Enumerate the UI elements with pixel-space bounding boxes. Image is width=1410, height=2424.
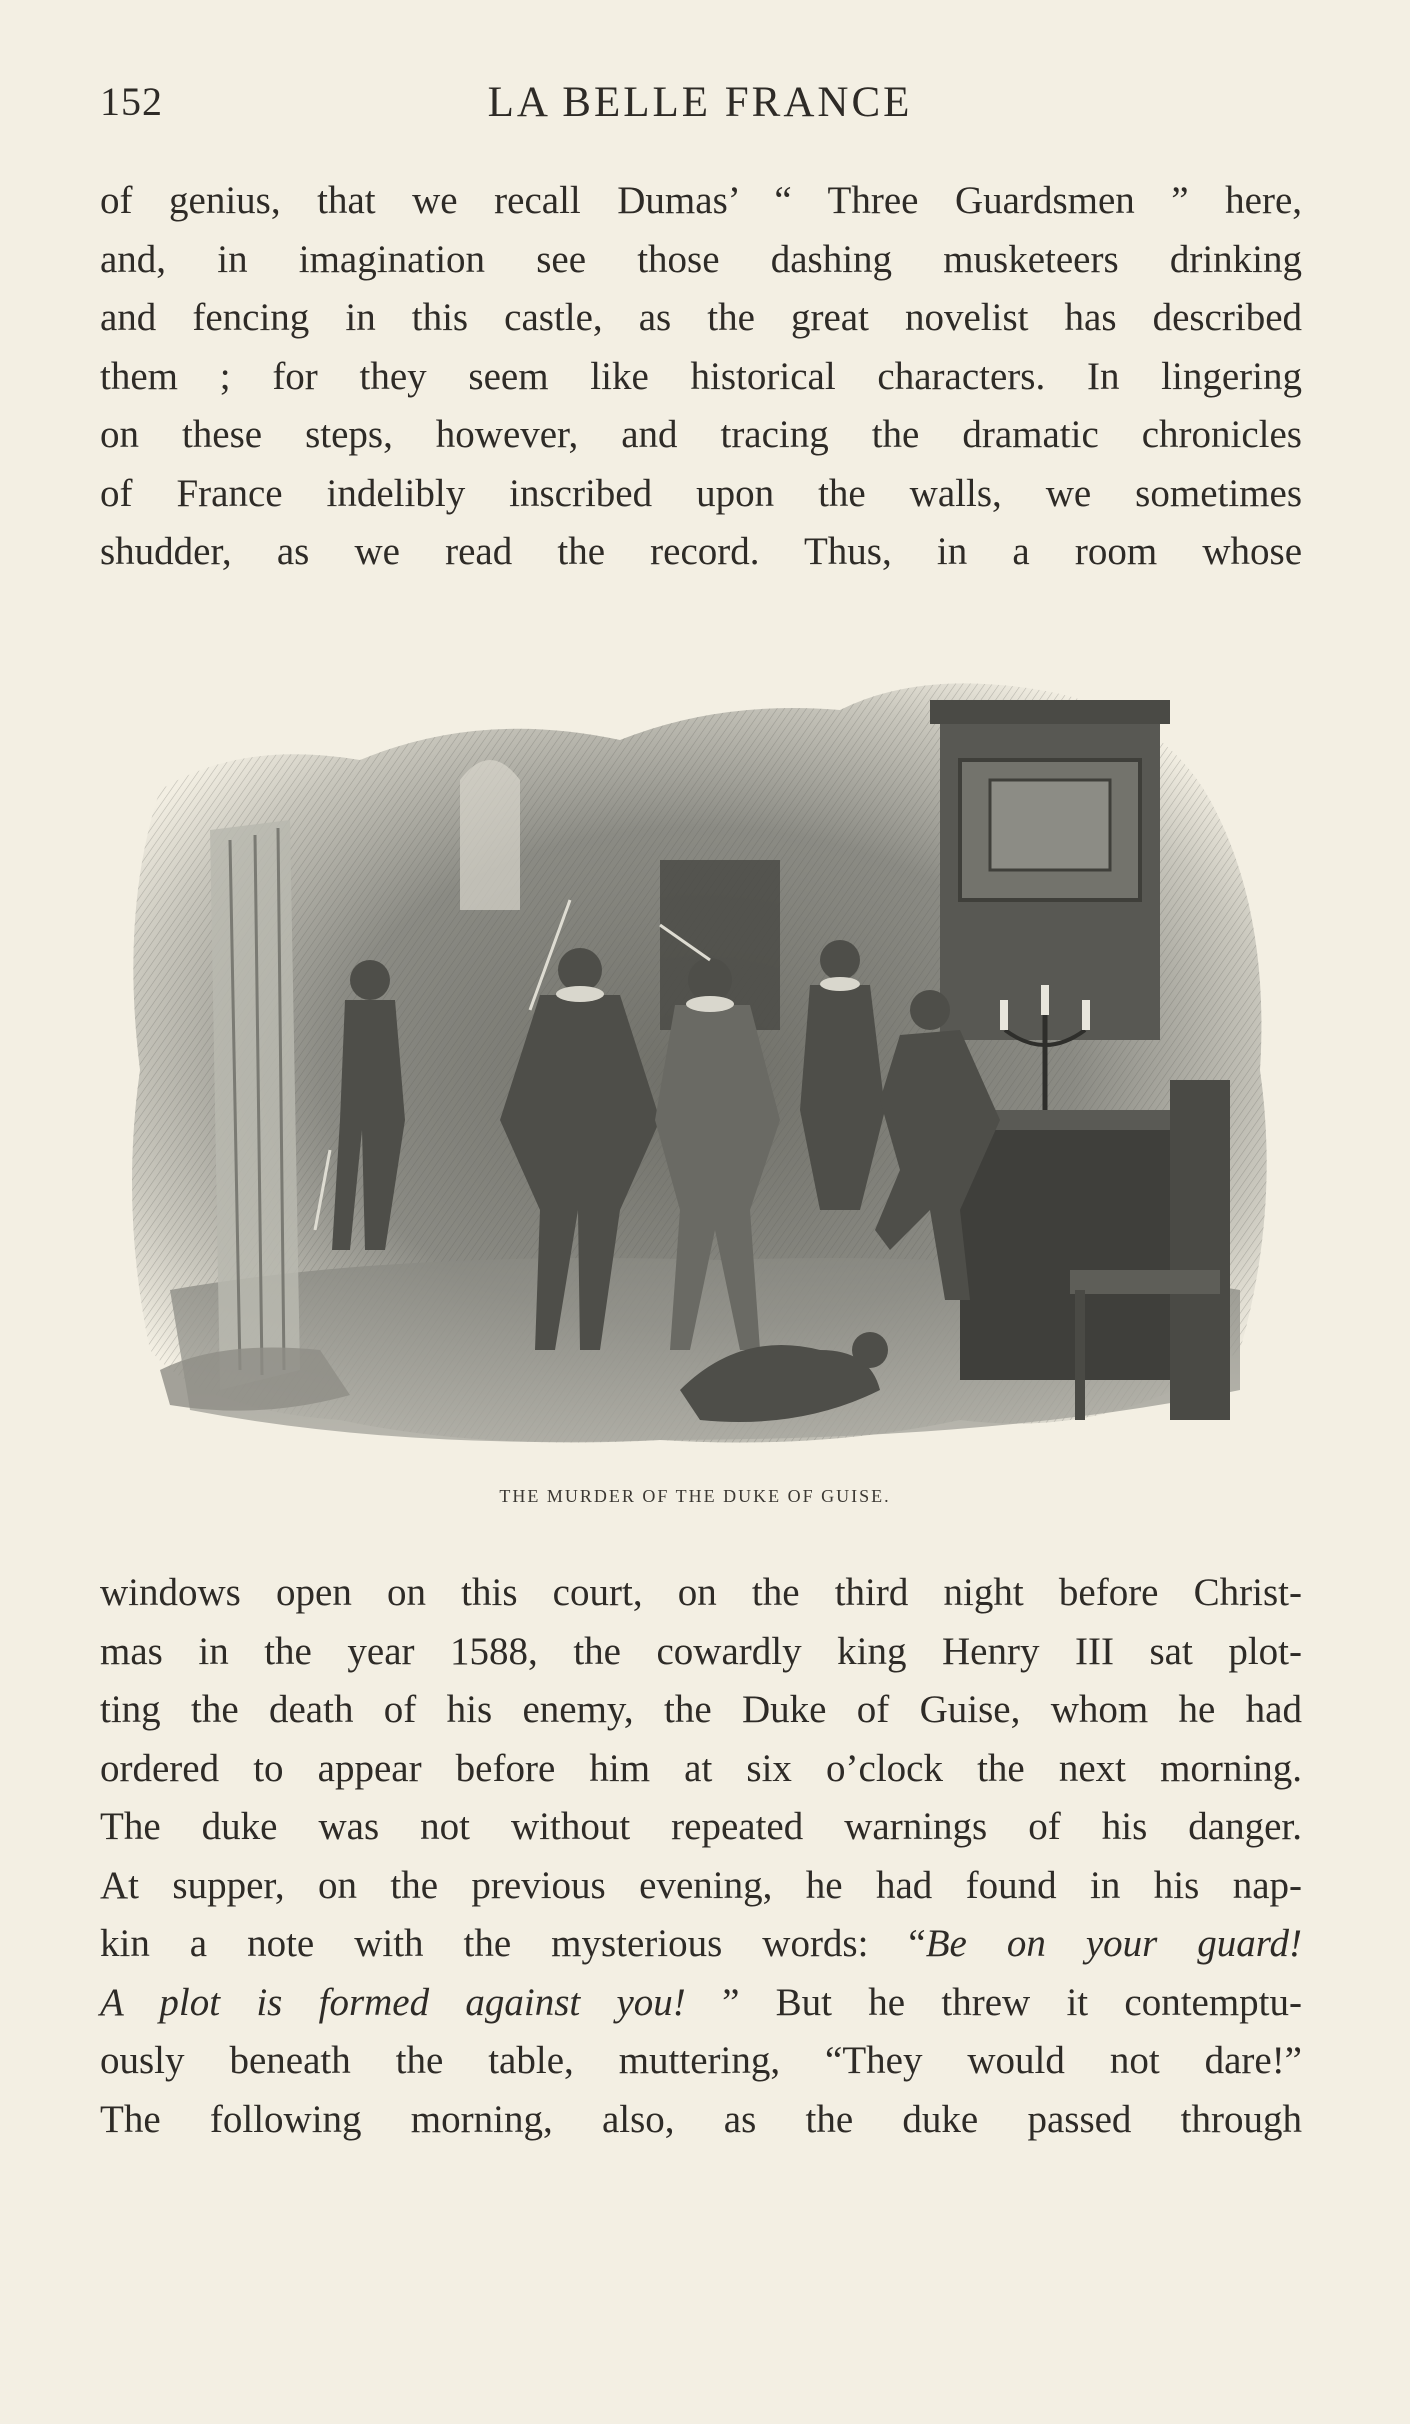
italic-quote: A plot is formed against you! (100, 1980, 686, 2024)
text-line: The duke was not without repeated warnings of his danger. (100, 1805, 1302, 1848)
text-line: shudder, as we read the record. Thus, in a room whose (100, 530, 1302, 573)
page-header (100, 78, 1300, 128)
text-line: The following morning, also, as the duke passed through (100, 2097, 1302, 2141)
text-line: ordered to appear before him at six o’clock the next morning. (100, 1746, 1302, 1790)
text-line: ously beneath the table, muttering, “They would not dare!” (100, 2039, 1302, 2082)
text-line: ting the death of his enemy, the Duke of Guise, whom he had (100, 1688, 1302, 1731)
text-line: of genius, that we recall Dumas’ “ Three Guardsmen ” here, (100, 179, 1302, 222)
text-line-with-italic (100, 1915, 1302, 1974)
text-line: on these steps, however, and tracing the dramatic chronicles (100, 413, 1302, 456)
figure-caption: THE MURDER OF THE DUKE OF GUISE. (499, 1486, 891, 1506)
text-line: and, in imagination see those dashing musketeers drinking (100, 237, 1302, 281)
italic-quote: Be on your guard! (925, 1922, 1302, 1965)
text-line: and fencing in this castle, as the great novelist has described (100, 296, 1302, 339)
paragraph-top (100, 172, 1302, 582)
text-line-with-italic (100, 1974, 1302, 2033)
text-line: of France indelibly inscribed upon the walls, we sometimes (100, 471, 1302, 515)
paragraph-bottom (100, 1564, 1302, 2149)
text-line: windows open on this court, on the third night before Christ- (100, 1571, 1302, 1614)
text-line: At supper, on the previous evening, he had found in his nap- (100, 1863, 1302, 1907)
running-title: LA BELLE FRANCE (487, 79, 913, 126)
text-line: mas in the year 1588, the cowardly king Henry III sat plot- (100, 1629, 1302, 1673)
page-number: 152 (100, 79, 163, 124)
text-span: ” But he threw it contemptu- (685, 1980, 1302, 2024)
text-span: kin a note with the mysterious words: “ (100, 1922, 926, 1965)
text-line: them ; for they seem like historical characters. In lingering (100, 354, 1302, 398)
engraving-illustration (100, 650, 1310, 1470)
